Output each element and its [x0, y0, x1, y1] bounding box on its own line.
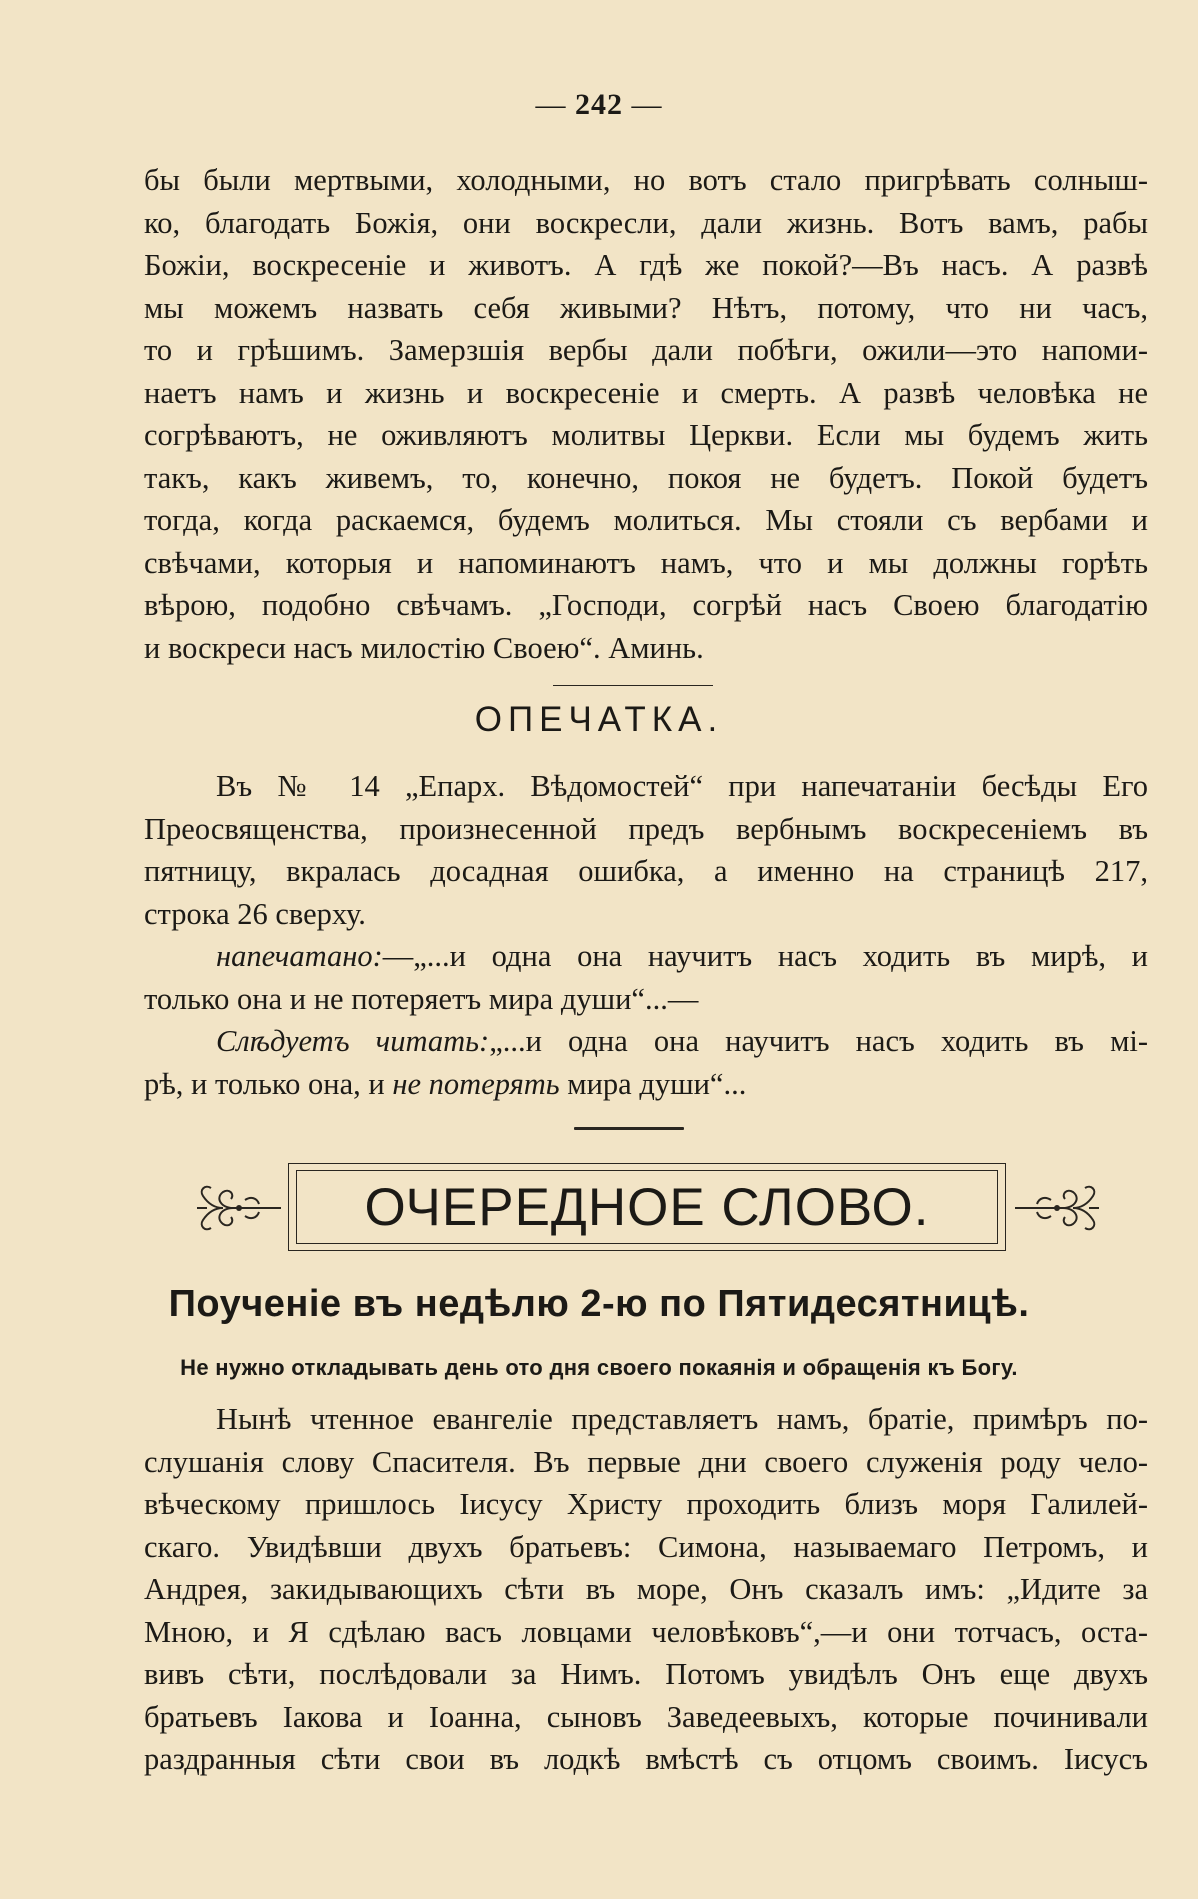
- scroll-ornament-left-icon: [193, 1168, 283, 1248]
- text-line: Нынѣ чтенное евангеліе представляетъ намъ, братіе, примѣръ по-: [216, 1402, 1148, 1436]
- erratum-correct-line-2: [144, 1063, 1148, 1106]
- text-line: Преосвященства, произнесенной предъ вербнымъ воскресеніемъ въ: [144, 811, 1148, 846]
- text-line: слушанія слову Спасителя. Въ первые дни своего служенія роду чело-: [144, 1444, 1148, 1479]
- text-line: вивъ сѣти, послѣдовали за Нимъ. Потомъ увидѣлъ Онъ еще двухъ: [144, 1657, 1148, 1691]
- text-line: мы можемъ назвать себя живыми? Нѣтъ, потому, что ни часъ,: [144, 290, 1148, 325]
- divider-rule: [553, 685, 713, 686]
- section-banner-inner: [296, 1170, 998, 1244]
- text-line: бы были мертвыми, холодными, но вотъ стало пригрѣвать солныш-: [144, 163, 1148, 197]
- paragraph-continuation: [144, 159, 1148, 669]
- text-line: наетъ намъ и жизнь и воскресеніе и смерть. А развѣ человѣка не: [144, 375, 1148, 410]
- printed-text: —„...и одна она научитъ насъ ходить въ мирѣ, и: [382, 939, 1148, 973]
- sermon-subtitle: Не нужно откладывать день ото дня своего покаянія и обращенія къ Богу.: [180, 1355, 1018, 1380]
- text-line: пятницу, вкралась досадная ошибка, а именно на страницѣ 217,: [144, 854, 1148, 888]
- page-number: — 242 —: [535, 88, 663, 121]
- text-line: Мною, и Я сдѣлаю васъ ловцами человѣковъ“,—и они тотчасъ, оста-: [144, 1614, 1148, 1649]
- text-line: скаго. Увидѣвши двухъ братьевъ: Симона, называемаго Петромъ, и: [144, 1529, 1148, 1564]
- page-number-value: 242: [575, 88, 623, 121]
- scroll-ornament-right-icon: [1013, 1168, 1103, 1248]
- section-banner: [288, 1163, 1006, 1251]
- correct-text-italic: не потерять: [392, 1066, 560, 1101]
- sermon-body: [144, 1398, 1148, 1781]
- text-line: тогда, когда раскаемся, будемъ молиться. Мы стояли съ вербами и: [144, 503, 1148, 537]
- text-line: вѣрою, подобно свѣчамъ. „Господи, согрѣй насъ Своею благодатію: [144, 588, 1148, 622]
- text-line: такъ, какъ живемъ, то, конечно, покоя не будетъ. Покой будетъ: [144, 460, 1148, 495]
- correct-text-a: рѣ, и только она, и: [144, 1066, 393, 1101]
- text-line: Божіи, воскресеніе и животъ. А гдѣ же покой?—Въ насъ. А развѣ: [144, 248, 1148, 282]
- text-line: только она и не потеряетъ мира души“...—: [144, 981, 699, 1016]
- erratum-body: [144, 765, 1148, 1105]
- text-line: свѣчами, которыя и напоминаютъ намъ, что и мы должны горѣть: [144, 545, 1148, 580]
- correct-text: „...и одна она научитъ насъ ходить въ мі-: [489, 1024, 1148, 1058]
- banner-title: ОЧЕРЕДНОЕ СЛОВО.: [364, 1177, 930, 1237]
- text-line: ко, благодать Божія, они воскресли, дали жизнь. Вотъ вамъ, рабы: [144, 205, 1148, 240]
- text-line: раздранныя сѣти свои въ лодкѣ вмѣстѣ съ отцомъ своимъ. Іисусъ: [144, 1742, 1148, 1776]
- text-line: вѣческому пришлось Іисусу Христу проходить близъ моря Галилей-: [144, 1487, 1148, 1521]
- correct-text-b: мира души“...: [559, 1066, 747, 1101]
- correct-label: Слѣдуетъ читать:: [216, 1024, 490, 1058]
- text-line: братьевъ Іакова и Іоанна, сыновъ Заведеевыхъ, которые починивали: [144, 1699, 1148, 1734]
- text-line: Андрея, закидывающихъ сѣти въ море, Онъ сказалъ имъ: „Идите за: [144, 1572, 1148, 1606]
- text-line: Въ № 14 „Епарх. Вѣдомостей“ при напечатаніи бесѣды Его: [216, 769, 1148, 803]
- printed-label: напечатано:: [216, 939, 383, 973]
- text-line: согрѣваютъ, не оживляютъ молитвы Церкви. Если мы будемъ жить: [144, 418, 1148, 452]
- divider-rule-thick: [574, 1127, 684, 1130]
- erratum-printed-line: [144, 935, 1148, 978]
- sermon-title: Поученіе въ недѣлю 2-ю по Пятидесятницѣ.: [168, 1283, 1030, 1325]
- text-line: то и грѣшимъ. Замерзшія вербы дали побѣги, ожили—это напоми-: [144, 333, 1148, 367]
- erratum-correct-line: [144, 1020, 1148, 1063]
- text-line: и воскреси насъ милостію Своею“. Аминь.: [144, 630, 704, 665]
- erratum-heading: ОПЕЧАТКА.: [474, 700, 724, 739]
- text-line: строка 26 сверху.: [144, 896, 366, 931]
